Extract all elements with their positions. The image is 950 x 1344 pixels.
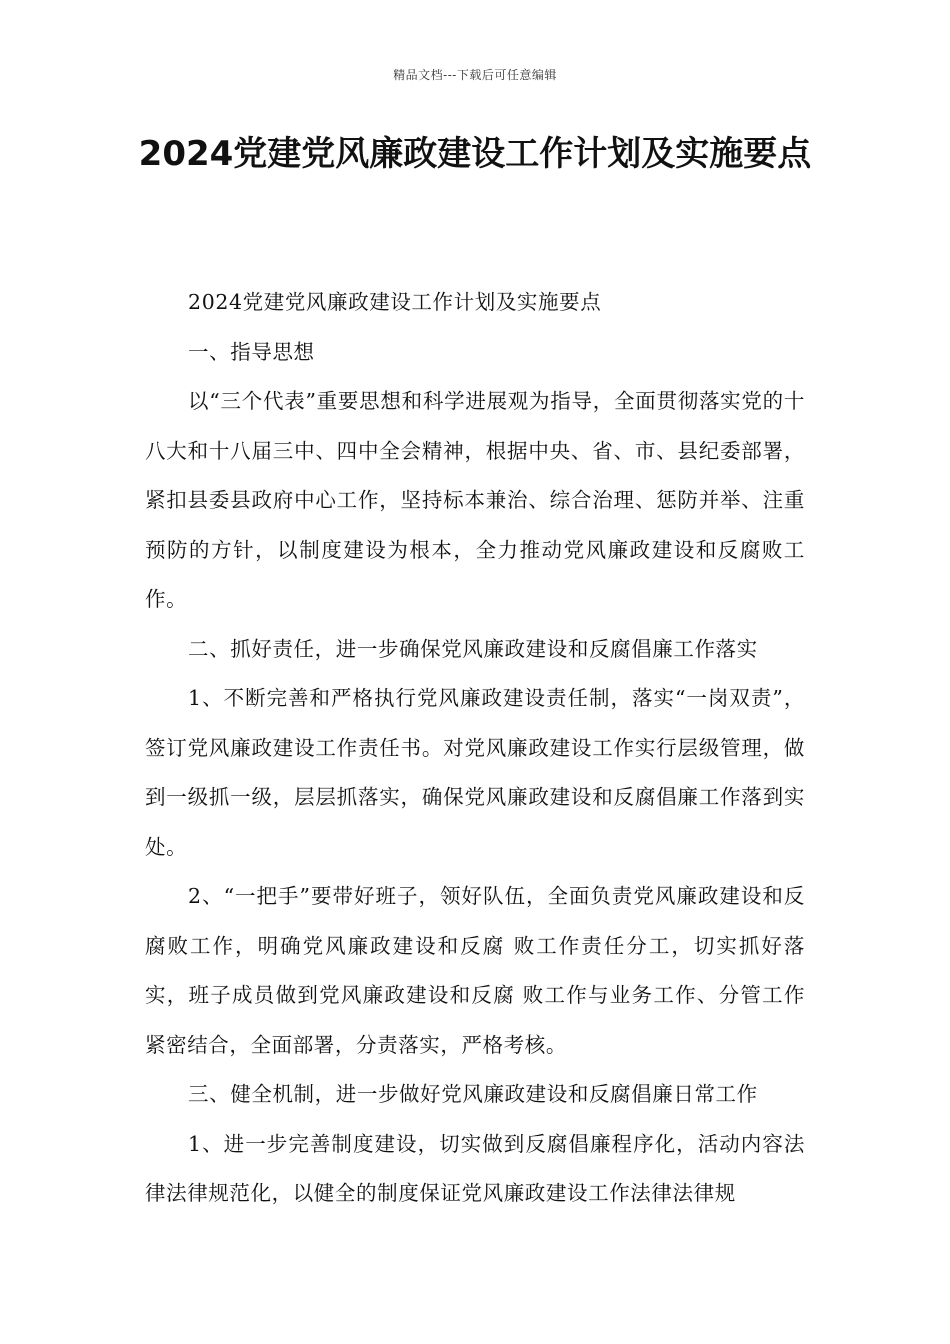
document-title: 2024党建党风廉政建设工作计划及实施要点 [138, 134, 812, 174]
header-note: 精品文档---下载后可任意编辑 [393, 68, 557, 82]
paragraph-responsibility-1: 1、不断完善和严格执行党风廉政建设责任制，落实“一岗双责”，签订党风廉政建设工作责任书。对党风廉政建设工作实行层级管理，做到一级抓一级，层层抓落实，确保党风廉政建设和反腐倡廉工作落到实处。 [145, 686, 805, 859]
paragraph-responsibility-2: 2、“一把手”要带好班子，领好队伍，全面负责党风廉政建设和反腐败工作，明确党风廉政建设和反腐 败工作责任分工，切实抓好落实，班子成员做到党风廉政建设和反腐 败工作与业务工作、分管工作紧密结合，全面部署，分责落实，严格考核。 [145, 884, 805, 1057]
heading-guiding-ideology: 一、指导思想 [188, 339, 315, 364]
paragraph-mechanism-1: 1、进一步完善制度建设，切实做到反腐倡廉程序化，活动内容法律法律规范化，以健全的制度保证党风廉政建设工作法律法律规 [145, 1131, 805, 1205]
paragraph-subtitle: 2024党建党风廉政建设工作计划及实施要点 [188, 290, 602, 314]
paragraph-guiding-ideology: 以“三个代表”重要思想和科学进展观为指导，全面贯彻落实党的十八大和十八届三中、四中全会精神，根据中央、省、市、县纪委部署，紧扣县委县政府中心工作，坚持标本兼治、综合治理、惩防并举、注重预防的方针，以制度建设为根本，全力推动党风廉政建设和反腐败工作。 [145, 389, 805, 611]
heading-mechanism: 三、健全机制，进一步做好党风廉政建设和反腐倡廉日常工作 [188, 1082, 758, 1106]
heading-responsibility: 二、抓好责任，进一步确保党风廉政建设和反腐倡廉工作落实 [188, 636, 758, 661]
document-body [145, 278, 805, 1219]
